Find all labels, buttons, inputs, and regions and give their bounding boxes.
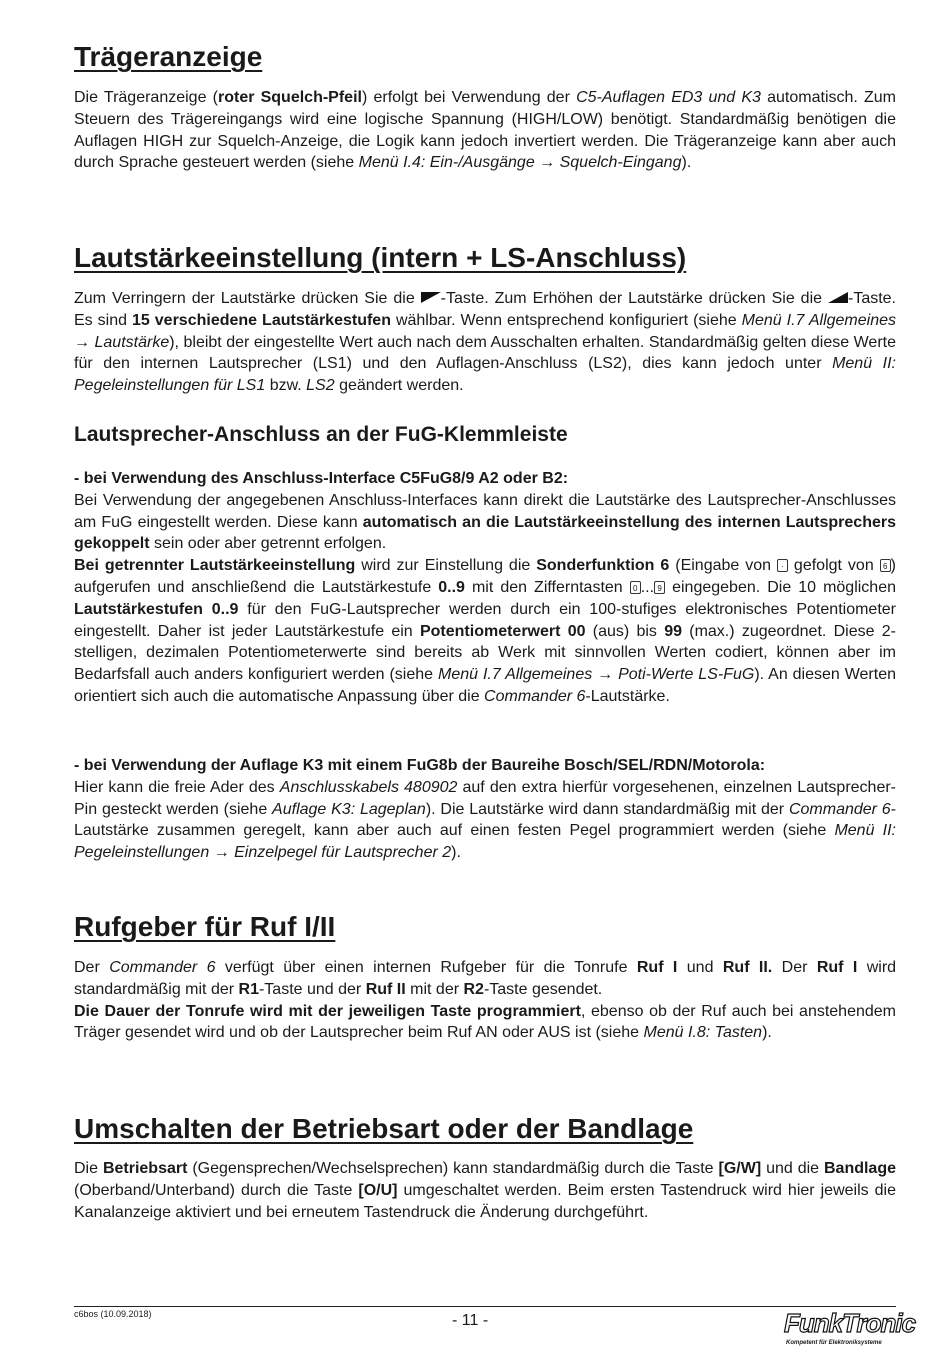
subsection-title-interface: - bei Verwendung des Anschluss-Interface C5FuG8/9 A2 oder B2: <box>74 470 569 487</box>
paragraph-lautstaerke: Zum Verringern der Lautstärke drücken Sie die -Taste. Zum Erhöhen der Lautstärke drücken Sie die -Taste. Es sind 15 verschiedene Lautstärkestufen wählbar. Wenn entsprechend konfiguriert (siehe Menü I.7 Allgemeines → Lautstärke), bleibt der eingestellte Wert auch nach dem Ausschalten erhalten. Standardmäßig gelten diese Werte für den internen Lautsprecher (LS1) und den Auflagen-Anschluss (LS2), dies kann jedoch unter Menü II: Pegeleinstellungen für LS1 bzw. LS2 geändert werden. <box>74 290 897 395</box>
star-key-icon: · <box>777 559 788 572</box>
paragraph-interface: - bei Verwendung des Anschluss-Interface C5FuG8/9 A2 oder B2: Bei Verwendung der angegebenen Anschluss-Interfaces kann direkt die Lautstärke des Lautsprecher-Anschlusses am FuG eingestellt werden. Diese kann automatisch an die Lautstärkeeinstellung des internen Lautsprechers gekoppelt sein oder aber getrennt erfolgen. Bei getrennter Lautstärkeeinstellung wird zur Einstellung die Sonderfunktion 6 (Eingabe von · gefolgt von 6 ) aufgerufen und anschließend die Lautstärkestufe 0..9 mit den Zifferntasten 0 ... 9 eingegeben. Die 10 möglichen Lautstärkestufen 0..9 für den FuG-Lautsprecher werden durch ein 100-stufiges elektronisches Potentiometer eingestellt. Daher ist jeder Lautstärkestufe ein Potentiometerwert 00 (aus) bis 99 (max.) zugeordnet. Diese 2-stelligen, dezimalen Potentiometerwerte sind bereits ab Werk mit sinnvollen Werten codiert, können aber im Bedarfsfall auch anders konfiguriert werden (siehe Menü I.7 Allgemeines → Poti-Werte LS-FuG). An diesen Werten orientiert sich auch die automatische Anpassung über die Commander 6-Lautstärke. <box>74 470 897 705</box>
footer-doc-id: c6bos (10.09.2018) <box>74 1309 152 1319</box>
paragraph-betriebsart: Die Betriebsart (Gegensprechen/Wechselsprechen) kann standardmäßig durch die Taste [G/W] und die Bandlage (Oberband/Unterband) durch die Taste [O/U] umgeschaltet werden. Beim ersten Tastendruck wird hier jeweils die Kanalanzeige aktiviert und bei erneutem Tastendruck die Änderung durchgeführt. <box>74 1160 897 1221</box>
paragraph-rufgeber: Der Commander 6 verfügt über einen internen Rufgeber für die Tonrufe Ruf I und Ruf II. Der Ruf I wird standardmäßig mit der R1-Taste und der Ruf II mit der R2-Taste gesendet. Die Dauer der Tonrufe wird mit der jeweiligen Taste programmiert, ebenso ob der Ruf auch bei anstehendem Träger gesendet wird und ob der Lautsprecher beim Ruf AN oder AUS ist (siehe Menü I.8: Tasten). <box>74 959 897 1042</box>
paragraph-auflage-k3: - bei Verwendung der Auflage K3 mit einem FuG8b der Baureihe Bosch/SEL/RDN/Motorola: Hier kann die freie Ader des Anschlusskabels 480902 auf den extra hierfür vorgesehenen, einzelnen Lautsprecher-Pin gesteckt werden (siehe Auflage K3: Lageplan). Die Lautstärke wird dann standardmäßig mit der Commander 6-Lautstärke zusammen geregelt, kann aber auch auf einen festen Pegel programmiert werden (siehe Menü II: Pegeleinstellungen → Einzelpegel für Lautsprecher 2). <box>74 757 897 862</box>
subheading-lautsprecher-anschluss: Lautsprecher-Anschluss an der FuG-Klemmleiste <box>74 423 568 446</box>
heading-traegeranzeige: Trägeranzeige <box>74 41 263 72</box>
heading-betriebsart: Umschalten der Betriebsart oder der Bandlage <box>74 1113 694 1144</box>
volume-down-icon <box>421 292 441 303</box>
logo-wordmark: FunkTronic <box>784 1308 916 1338</box>
key-6-icon: 6 <box>880 559 891 572</box>
key-9-icon: 9 <box>654 581 665 594</box>
paragraph-traegeranzeige: Die Trägeranzeige (roter Squelch-Pfeil) erfolgt bei Verwendung der C5-Auflagen ED3 und K3 automatisch. Zum Steuern des Trägereingangs wird eine logische Spannung (HIGH/LOW) benötigt. Standardmäßig benötigen die Auflagen HIGH zur Squelch-Anzeige, die Logik kann jedoch invertiert werden. Die Trägeranzeige kann aber auch durch Sprache gesteuert werden (siehe Menü I.4: Ein-/Ausgänge → Squelch-Eingang). <box>74 89 897 172</box>
subsection-title-k3: - bei Verwendung der Auflage K3 mit einem FuG8b der Baureihe Bosch/SEL/RDN/Motorola: <box>74 757 766 774</box>
heading-lautstaerke: Lautstärkeeinstellung (intern + LS-Anschluss) <box>74 242 687 273</box>
funktronic-logo <box>784 1308 916 1350</box>
heading-rufgeber: Rufgeber für Ruf I/II <box>74 911 336 942</box>
volume-up-icon <box>828 292 848 303</box>
key-0-icon: 0 <box>630 581 641 594</box>
footer-divider <box>74 1306 896 1307</box>
page-number: - 11 - <box>452 1312 489 1329</box>
logo-tagline: Kompetent für Elektroniksysteme <box>786 1340 882 1346</box>
